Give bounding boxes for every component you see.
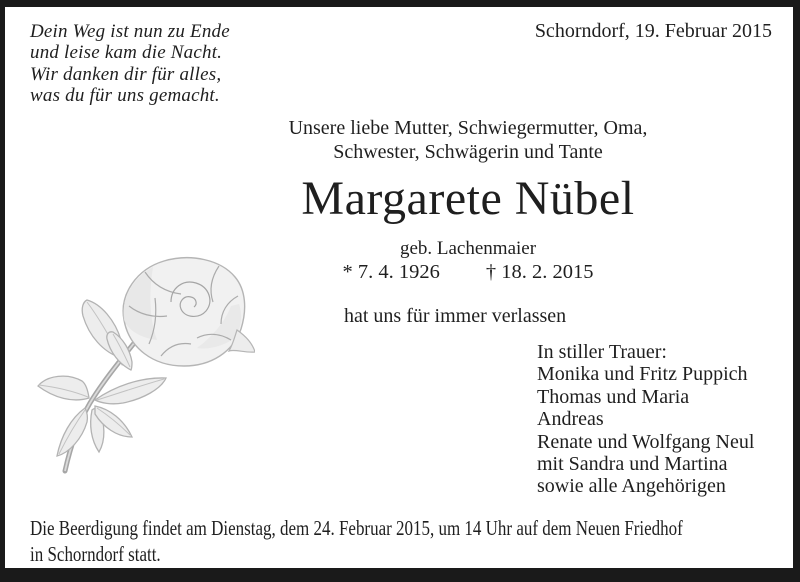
mourner-name: Thomas und Maria	[537, 385, 690, 408]
maiden-name: geb. Lachenmaier	[399, 238, 537, 259]
mourner-name: Renate und Wolfgang Neul	[537, 430, 755, 453]
mourner-name: sowie alle Angehörigen	[537, 475, 726, 498]
funeral-notice	[30, 516, 683, 567]
mourners-block	[537, 341, 754, 498]
mourner-name: Monika und Fritz Puppich	[537, 363, 748, 386]
mourners-title: In stiller Trauer:	[537, 341, 667, 363]
epigraph-line: was du für uns gemacht.	[30, 85, 220, 107]
funeral-line: Die Beerdigung findet am Dienstag, dem 24. Februar 2015, um 14 Uhr auf dem Neuen Friedhof	[30, 516, 683, 540]
epigraph-poem	[30, 21, 230, 107]
intro-line: Schwester, Schwägerin und Tante	[333, 141, 603, 163]
deceased-name: Margarete Nübel	[301, 172, 635, 225]
life-dates	[268, 261, 668, 284]
farewell-statement: hat uns für immer verlassen	[344, 305, 567, 327]
rose-icon	[25, 252, 255, 492]
epigraph-line: Wir danken dir für alles,	[30, 63, 222, 85]
epigraph-line: Dein Weg ist nun zu Ende	[30, 21, 230, 42]
mourner-name: Andreas	[537, 408, 604, 431]
epigraph-line: und leise kam die Nacht.	[30, 42, 223, 64]
death-date: † 18. 2. 2015	[485, 261, 594, 283]
dateline: Schorndorf, 19. Februar 2015	[534, 20, 772, 42]
intro-line: Unsere liebe Mutter, Schwiegermutter, Oma,	[288, 117, 648, 139]
funeral-line: in Schorndorf statt.	[30, 541, 161, 566]
birth-date: * 7. 4. 1926	[342, 261, 440, 283]
mourner-name: mit Sandra und Martina	[537, 453, 728, 476]
